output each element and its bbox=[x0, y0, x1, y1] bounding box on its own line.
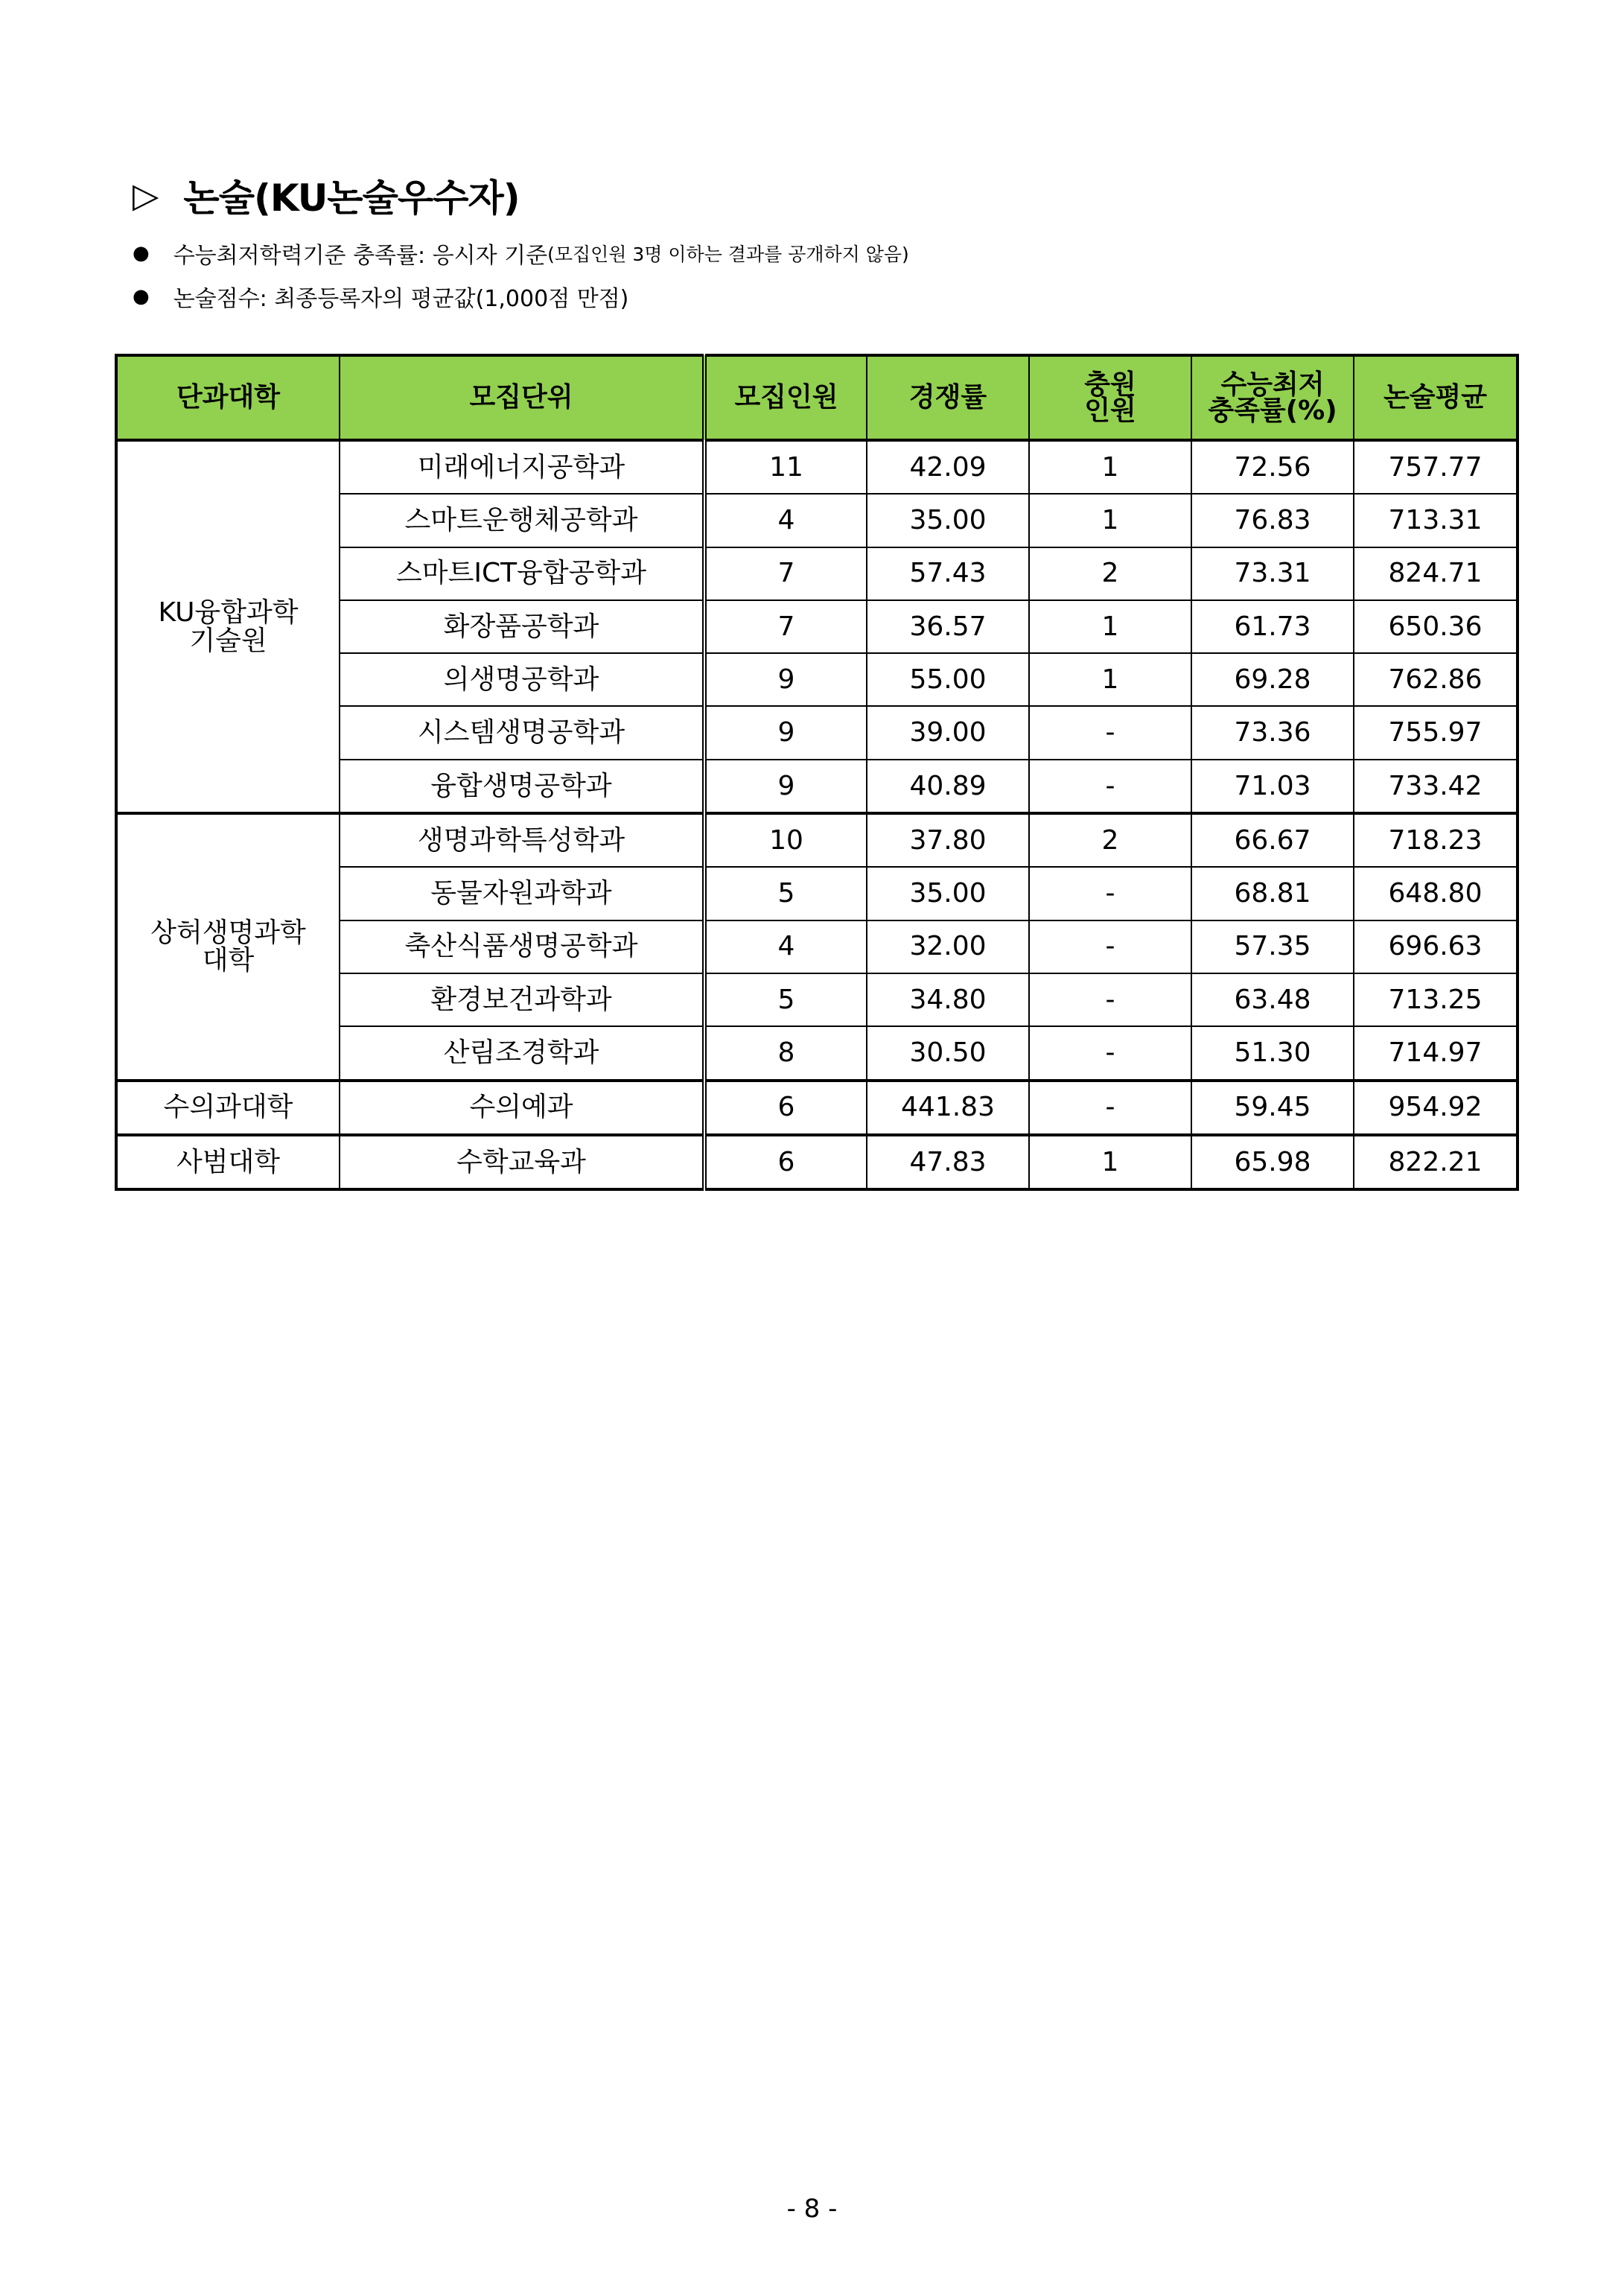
score-cell: 757.77 bbox=[1354, 440, 1518, 494]
min-rate-cell: 72.56 bbox=[1191, 440, 1354, 494]
min-rate-cell: 65.98 bbox=[1191, 1135, 1354, 1189]
extra-cell: - bbox=[1029, 920, 1191, 973]
min-rate-cell: 73.31 bbox=[1191, 547, 1354, 600]
results-table bbox=[115, 354, 1519, 1191]
score-cell: 822.21 bbox=[1354, 1135, 1518, 1189]
quota-cell: 9 bbox=[704, 760, 867, 813]
college-cell: 상허생명과학 대학 bbox=[116, 813, 340, 1080]
bullet-dot-icon: ● bbox=[133, 285, 150, 308]
min-rate-cell: 71.03 bbox=[1191, 760, 1354, 813]
score-cell: 648.80 bbox=[1354, 867, 1518, 920]
dept-cell: 생명과학특성학과 bbox=[340, 813, 704, 867]
score-cell: 824.71 bbox=[1354, 547, 1518, 600]
bullet-item bbox=[133, 280, 628, 313]
min-rate-cell: 66.67 bbox=[1191, 813, 1354, 867]
min-rate-cell: 76.83 bbox=[1191, 494, 1354, 547]
header-ratio: 경쟁률 bbox=[867, 355, 1029, 440]
header-college: 단과대학 bbox=[116, 355, 340, 440]
table-row bbox=[116, 440, 1518, 494]
dept-cell: 스마트운행체공학과 bbox=[340, 494, 704, 547]
quota-cell: 6 bbox=[704, 1135, 867, 1189]
page-number: - 8 - bbox=[786, 2194, 838, 2224]
table-row bbox=[116, 1135, 1518, 1189]
min-rate-cell: 61.73 bbox=[1191, 600, 1354, 653]
triangle-marker-icon: ▷ bbox=[133, 175, 159, 215]
quota-cell: 8 bbox=[704, 1026, 867, 1080]
header-quota: 모집인원 bbox=[704, 355, 867, 440]
ratio-cell: 55.00 bbox=[867, 653, 1029, 706]
min-rate-cell: 51.30 bbox=[1191, 1026, 1354, 1080]
table-row bbox=[116, 1081, 1518, 1135]
quota-cell: 7 bbox=[704, 600, 867, 653]
quota-cell: 9 bbox=[704, 653, 867, 706]
ratio-cell: 32.00 bbox=[867, 920, 1029, 973]
section-title-text: 논술(KU논술우수자) bbox=[183, 177, 520, 220]
bullet-text: 논술점수: 최종등록자의 평균값(1,000점 만점) bbox=[173, 286, 629, 312]
score-cell: 713.31 bbox=[1354, 494, 1518, 547]
header-dept: 모집단위 bbox=[340, 355, 704, 440]
score-cell: 696.63 bbox=[1354, 920, 1518, 973]
extra-cell: - bbox=[1029, 760, 1191, 813]
score-cell: 755.97 bbox=[1354, 706, 1518, 759]
ratio-cell: 57.43 bbox=[867, 547, 1029, 600]
extra-cell: 1 bbox=[1029, 494, 1191, 547]
quota-cell: 10 bbox=[704, 813, 867, 867]
header-min-rate: 수능최저 충족률(%) bbox=[1191, 355, 1354, 440]
min-rate-cell: 68.81 bbox=[1191, 867, 1354, 920]
header-extra: 충원 인원 bbox=[1029, 355, 1191, 440]
bullet-dot-icon: ● bbox=[133, 242, 150, 264]
dept-cell: 환경보건과학과 bbox=[340, 973, 704, 1026]
table-body bbox=[116, 440, 1518, 1189]
extra-cell: - bbox=[1029, 1081, 1191, 1135]
ratio-cell: 441.83 bbox=[867, 1081, 1029, 1135]
score-cell: 718.23 bbox=[1354, 813, 1518, 867]
college-cell: KU융합과학 기술원 bbox=[116, 440, 340, 813]
score-cell: 733.42 bbox=[1354, 760, 1518, 813]
extra-cell: 1 bbox=[1029, 1135, 1191, 1189]
ratio-cell: 39.00 bbox=[867, 706, 1029, 759]
extra-cell: - bbox=[1029, 1026, 1191, 1080]
ratio-cell: 30.50 bbox=[867, 1026, 1029, 1080]
bullet-text: 수능최저학력기준 충족률: 응시자 기준 bbox=[173, 243, 548, 269]
dept-cell: 시스템생명공학과 bbox=[340, 706, 704, 759]
ratio-cell: 40.89 bbox=[867, 760, 1029, 813]
ratio-cell: 35.00 bbox=[867, 867, 1029, 920]
bullet-note: (모집인원 3명 이하는 결과를 공개하지 않음) bbox=[547, 244, 909, 265]
dept-cell: 산림조경학과 bbox=[340, 1026, 704, 1080]
extra-cell: 1 bbox=[1029, 440, 1191, 494]
bullet-item bbox=[133, 237, 909, 270]
dept-cell: 축산식품생명공학과 bbox=[340, 920, 704, 973]
dept-cell: 동물자원과학과 bbox=[340, 867, 704, 920]
min-rate-cell: 69.28 bbox=[1191, 653, 1354, 706]
quota-cell: 9 bbox=[704, 706, 867, 759]
extra-cell: - bbox=[1029, 973, 1191, 1026]
ratio-cell: 47.83 bbox=[867, 1135, 1029, 1189]
dept-cell: 융합생명공학과 bbox=[340, 760, 704, 813]
dept-cell: 미래에너지공학과 bbox=[340, 440, 704, 494]
quota-cell: 5 bbox=[704, 973, 867, 1026]
dept-cell: 화장품공학과 bbox=[340, 600, 704, 653]
college-cell: 사범대학 bbox=[116, 1135, 340, 1189]
quota-cell: 5 bbox=[704, 867, 867, 920]
score-cell: 714.97 bbox=[1354, 1026, 1518, 1080]
extra-cell: 2 bbox=[1029, 813, 1191, 867]
college-cell: 수의과대학 bbox=[116, 1081, 340, 1135]
min-rate-cell: 57.35 bbox=[1191, 920, 1354, 973]
header-row bbox=[116, 355, 1518, 440]
quota-cell: 6 bbox=[704, 1081, 867, 1135]
score-cell: 762.86 bbox=[1354, 653, 1518, 706]
score-cell: 954.92 bbox=[1354, 1081, 1518, 1135]
header-score: 논술평균 bbox=[1354, 355, 1518, 440]
dept-cell: 스마트ICT융합공학과 bbox=[340, 547, 704, 600]
extra-cell: 2 bbox=[1029, 547, 1191, 600]
quota-cell: 7 bbox=[704, 547, 867, 600]
min-rate-cell: 73.36 bbox=[1191, 706, 1354, 759]
min-rate-cell: 59.45 bbox=[1191, 1081, 1354, 1135]
quota-cell: 4 bbox=[704, 494, 867, 547]
score-cell: 713.25 bbox=[1354, 973, 1518, 1026]
quota-cell: 11 bbox=[704, 440, 867, 494]
dept-cell: 수학교육과 bbox=[340, 1135, 704, 1189]
extra-cell: 1 bbox=[1029, 600, 1191, 653]
quota-cell: 4 bbox=[704, 920, 867, 973]
extra-cell: - bbox=[1029, 867, 1191, 920]
ratio-cell: 42.09 bbox=[867, 440, 1029, 494]
dept-cell: 의생명공학과 bbox=[340, 653, 704, 706]
ratio-cell: 34.80 bbox=[867, 973, 1029, 1026]
ratio-cell: 35.00 bbox=[867, 494, 1029, 547]
score-cell: 650.36 bbox=[1354, 600, 1518, 653]
ratio-cell: 37.80 bbox=[867, 813, 1029, 867]
dept-cell: 수의예과 bbox=[340, 1081, 704, 1135]
table-row bbox=[116, 813, 1518, 867]
min-rate-cell: 63.48 bbox=[1191, 973, 1354, 1026]
section-title bbox=[133, 168, 520, 222]
extra-cell: - bbox=[1029, 706, 1191, 759]
ratio-cell: 36.57 bbox=[867, 600, 1029, 653]
extra-cell: 1 bbox=[1029, 653, 1191, 706]
